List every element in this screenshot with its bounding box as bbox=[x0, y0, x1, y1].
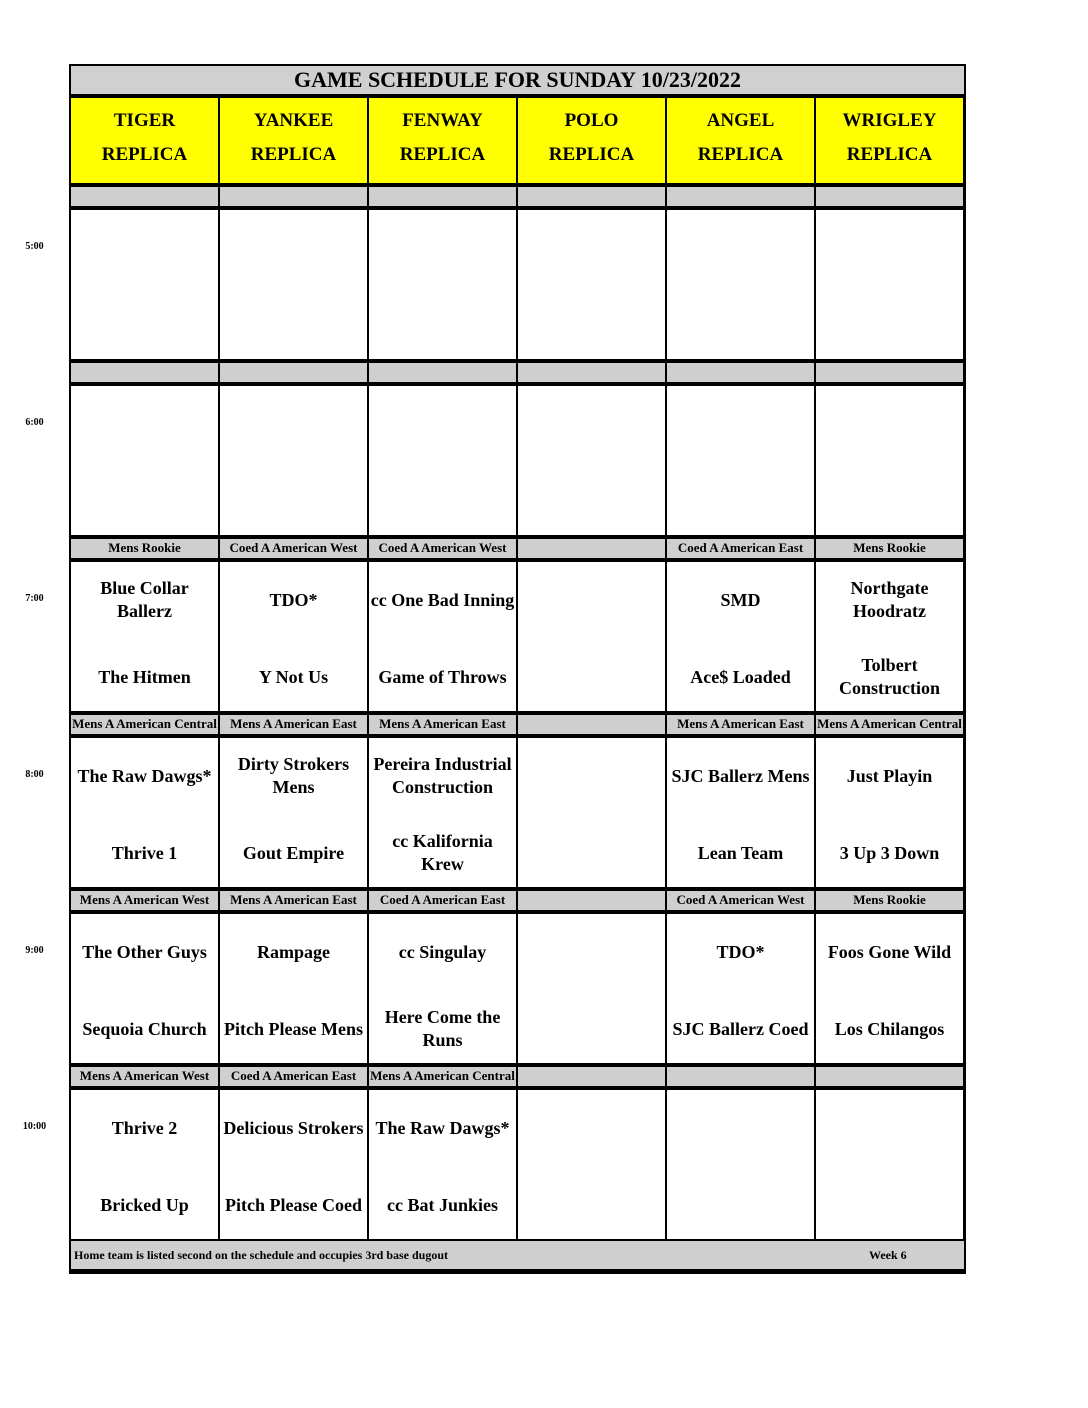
field-subname: REPLICA bbox=[250, 144, 337, 165]
home-team: Gout Empire bbox=[242, 842, 345, 863]
home-team: Thrive 1 bbox=[111, 842, 178, 863]
home-team: The Hitmen bbox=[98, 666, 191, 687]
home-team bbox=[369, 471, 516, 531]
division-label: Coed A American West bbox=[218, 537, 369, 560]
division-label: Mens A American East bbox=[367, 713, 518, 736]
field-subname: REPLICA bbox=[548, 144, 635, 165]
away-team bbox=[71, 218, 218, 278]
home-team bbox=[518, 295, 665, 355]
division-label bbox=[665, 361, 816, 384]
home-team: SJC Ballerz Coed bbox=[672, 1018, 809, 1039]
game-cell bbox=[516, 384, 667, 537]
home-team bbox=[816, 295, 963, 355]
game-cell bbox=[814, 736, 965, 889]
home-team: cc Bat Junkies bbox=[386, 1194, 498, 1215]
game-cell bbox=[814, 208, 965, 361]
game-cell bbox=[814, 384, 965, 537]
field-subname: REPLICA bbox=[697, 144, 784, 165]
away-team: Delicious Strokers bbox=[223, 1117, 364, 1138]
division-label: Coed A American East bbox=[665, 537, 816, 560]
game-cell bbox=[814, 1088, 965, 1241]
game-cell bbox=[69, 736, 220, 889]
footer-bar bbox=[69, 1239, 966, 1271]
division-label: Mens A American Central bbox=[69, 713, 220, 736]
away-team bbox=[220, 218, 367, 278]
division-label bbox=[665, 1065, 816, 1088]
away-team: Northgate Hoodratz bbox=[850, 578, 929, 621]
away-team: Just Playin bbox=[846, 765, 933, 786]
division-label: Mens A American Central bbox=[367, 1065, 518, 1088]
game-cell bbox=[218, 736, 369, 889]
home-team bbox=[518, 1175, 665, 1235]
field-name: POLO bbox=[564, 110, 619, 131]
game-cell bbox=[367, 208, 518, 361]
field-name: ANGEL bbox=[706, 110, 775, 131]
away-team: Dirty Strokers Mens bbox=[237, 754, 350, 797]
home-team bbox=[220, 295, 367, 355]
home-team bbox=[369, 295, 516, 355]
time-label: 5:00 bbox=[25, 241, 44, 252]
away-team bbox=[518, 746, 665, 806]
game-cell bbox=[367, 1088, 518, 1241]
field-header-wrigley bbox=[814, 96, 965, 185]
game-cell bbox=[69, 384, 220, 537]
division-label: Mens A American Central bbox=[814, 713, 965, 736]
home-team: Ace$ Loaded bbox=[690, 666, 791, 687]
division-label bbox=[665, 185, 816, 208]
game-cell bbox=[516, 912, 667, 1065]
field-name: TIGER bbox=[113, 110, 176, 131]
division-label: Coed A American East bbox=[218, 1065, 369, 1088]
division-label: Coed A American East bbox=[367, 889, 518, 912]
away-team bbox=[667, 1098, 814, 1158]
game-cell bbox=[665, 912, 816, 1065]
field-header-fenway bbox=[367, 96, 518, 185]
away-team: The Raw Dawgs* bbox=[77, 765, 212, 786]
home-team bbox=[816, 1175, 963, 1235]
away-team: cc One Bad Inning bbox=[370, 589, 515, 610]
field-name: FENWAY bbox=[402, 110, 483, 131]
home-team bbox=[518, 647, 665, 707]
division-label bbox=[516, 537, 667, 560]
game-cell bbox=[516, 208, 667, 361]
game-cell bbox=[218, 560, 369, 713]
home-team: Game of Throws bbox=[378, 666, 507, 687]
home-team: cc Kalifornia Krew bbox=[392, 831, 493, 874]
time-label: 8:00 bbox=[25, 769, 44, 780]
game-cell bbox=[665, 384, 816, 537]
away-team bbox=[667, 218, 814, 278]
away-team: Pereira Industrial Construction bbox=[373, 754, 512, 797]
division-label: Mens A American East bbox=[218, 713, 369, 736]
game-cell bbox=[665, 736, 816, 889]
game-cell bbox=[218, 384, 369, 537]
game-cell bbox=[367, 736, 518, 889]
division-label bbox=[367, 185, 518, 208]
division-label: Mens Rookie bbox=[69, 537, 220, 560]
away-team bbox=[518, 922, 665, 982]
game-cell bbox=[367, 560, 518, 713]
home-team bbox=[71, 471, 218, 531]
division-label: Mens A American West bbox=[69, 1065, 220, 1088]
division-label bbox=[69, 185, 220, 208]
away-team bbox=[816, 1098, 963, 1158]
game-cell bbox=[516, 736, 667, 889]
division-label bbox=[814, 361, 965, 384]
home-team: Here Come the Runs bbox=[384, 1007, 501, 1050]
field-name: YANKEE bbox=[253, 110, 334, 131]
away-team bbox=[518, 570, 665, 630]
field-header-yankee bbox=[218, 96, 369, 185]
home-team bbox=[518, 823, 665, 883]
game-cell bbox=[814, 560, 965, 713]
away-team bbox=[667, 394, 814, 454]
division-label bbox=[218, 361, 369, 384]
division-label: Mens A American West bbox=[69, 889, 220, 912]
home-team: Sequoia Church bbox=[82, 1018, 207, 1039]
away-team bbox=[71, 394, 218, 454]
division-label: Coed A American West bbox=[367, 537, 518, 560]
page-title: GAME SCHEDULE FOR SUNDAY 10/23/2022 bbox=[69, 64, 966, 96]
home-team bbox=[220, 471, 367, 531]
division-label: Mens A American East bbox=[665, 713, 816, 736]
away-team: cc Singulay bbox=[398, 941, 487, 962]
division-label: Mens Rookie bbox=[814, 537, 965, 560]
time-label: 7:00 bbox=[25, 593, 44, 604]
game-cell bbox=[69, 1088, 220, 1241]
game-cell bbox=[367, 912, 518, 1065]
away-team: Foos Gone Wild bbox=[827, 941, 952, 962]
game-cell bbox=[69, 912, 220, 1065]
away-team: SJC Ballerz Mens bbox=[671, 765, 810, 786]
field-subname: REPLICA bbox=[101, 144, 188, 165]
home-team bbox=[816, 471, 963, 531]
game-cell bbox=[814, 912, 965, 1065]
division-label bbox=[367, 361, 518, 384]
away-team bbox=[220, 394, 367, 454]
home-team: Y Not Us bbox=[258, 666, 329, 687]
division-label: Coed A American West bbox=[665, 889, 816, 912]
away-team: Rampage bbox=[257, 941, 330, 962]
field-name: WRIGLEY bbox=[842, 110, 937, 131]
away-team bbox=[369, 394, 516, 454]
away-team: SMD bbox=[720, 589, 761, 610]
away-team bbox=[518, 1098, 665, 1158]
division-label bbox=[814, 185, 965, 208]
home-team bbox=[518, 471, 665, 531]
home-team bbox=[71, 295, 218, 355]
division-label bbox=[69, 361, 220, 384]
game-cell bbox=[69, 208, 220, 361]
game-cell bbox=[665, 208, 816, 361]
home-team: Tolbert Construction bbox=[838, 655, 940, 698]
game-cell bbox=[665, 1088, 816, 1241]
division-label bbox=[516, 713, 667, 736]
game-cell bbox=[218, 208, 369, 361]
home-team: Lean Team bbox=[697, 842, 784, 863]
home-team bbox=[518, 999, 665, 1059]
home-team bbox=[667, 471, 814, 531]
game-cell bbox=[516, 1088, 667, 1241]
field-subname: REPLICA bbox=[846, 144, 933, 165]
division-label: Mens A American East bbox=[218, 889, 369, 912]
away-team: The Other Guys bbox=[82, 941, 207, 962]
division-label bbox=[516, 1065, 667, 1088]
home-team: 3 Up 3 Down bbox=[839, 842, 940, 863]
home-team: Los Chilangos bbox=[834, 1018, 945, 1039]
game-cell bbox=[367, 384, 518, 537]
home-team: Bricked Up bbox=[100, 1194, 189, 1215]
division-label bbox=[814, 1065, 965, 1088]
footer-note: Home team is listed second on the schedule and occupies 3rd base dugout bbox=[74, 1247, 449, 1262]
home-team bbox=[667, 1175, 814, 1235]
game-cell bbox=[218, 912, 369, 1065]
home-team: Pitch Please Coed bbox=[225, 1194, 362, 1215]
home-team: Pitch Please Mens bbox=[224, 1018, 363, 1039]
time-label: 6:00 bbox=[25, 417, 44, 428]
division-label bbox=[218, 185, 369, 208]
away-team bbox=[518, 394, 665, 454]
field-header-tiger bbox=[69, 96, 220, 185]
away-team: TDO* bbox=[716, 941, 765, 962]
away-team bbox=[369, 218, 516, 278]
time-label: 10:00 bbox=[22, 1121, 47, 1132]
division-label bbox=[516, 889, 667, 912]
home-team bbox=[667, 295, 814, 355]
division-label bbox=[516, 185, 667, 208]
field-subname: REPLICA bbox=[399, 144, 486, 165]
field-header-polo bbox=[516, 96, 667, 185]
division-label bbox=[516, 361, 667, 384]
away-team: Blue Collar Ballerz bbox=[100, 578, 189, 621]
game-cell bbox=[218, 1088, 369, 1241]
away-team: The Raw Dawgs* bbox=[375, 1117, 510, 1138]
game-cell bbox=[665, 560, 816, 713]
division-label: Mens Rookie bbox=[814, 889, 965, 912]
away-team bbox=[816, 394, 963, 454]
time-label: 9:00 bbox=[25, 945, 44, 956]
week-label: Week 6 bbox=[869, 1247, 907, 1262]
away-team bbox=[518, 218, 665, 278]
away-team: Thrive 2 bbox=[111, 1117, 178, 1138]
away-team bbox=[816, 218, 963, 278]
game-cell bbox=[516, 560, 667, 713]
field-header-angel bbox=[665, 96, 816, 185]
away-team: TDO* bbox=[269, 589, 318, 610]
game-cell bbox=[69, 560, 220, 713]
